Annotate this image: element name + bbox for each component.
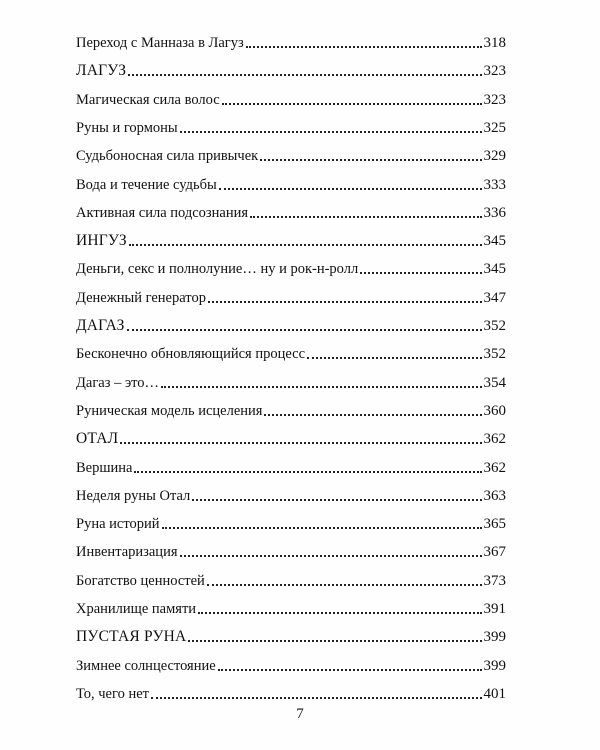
dot-leader (208, 301, 482, 303)
dot-leader (218, 669, 482, 671)
toc-entry-title: ИНГУЗ (76, 232, 127, 250)
dot-leader (360, 272, 481, 274)
dot-leader (260, 159, 481, 161)
toc-entry-page: 323 (483, 63, 506, 80)
dot-leader (222, 103, 482, 105)
toc-entry-title: ДАГАЗ (76, 317, 125, 334)
toc-entry (76, 115, 506, 137)
toc-entry-title: Деньги, секс и полнолуние… ну и рок-н-ролл (76, 261, 359, 278)
toc-entry (76, 341, 506, 363)
dot-leader (161, 386, 481, 388)
toc-entry-title: Богатство ценностей (76, 572, 205, 589)
dot-leader (246, 46, 482, 48)
toc-entry-title: Магическая сила волос (76, 91, 220, 108)
dot-leader (128, 74, 481, 76)
toc-entry-title: Денежный генератор (76, 289, 206, 306)
toc-entry (76, 426, 506, 448)
toc-entry-page: 347 (483, 289, 506, 306)
toc-entry (76, 30, 506, 52)
toc-entry (76, 143, 506, 165)
toc-entry-title: Зимнее солнцестояние (76, 657, 216, 674)
toc-entry (76, 228, 506, 250)
toc-entry (76, 596, 506, 618)
toc-entry (76, 256, 506, 278)
toc-entry-page: 325 (483, 119, 506, 136)
toc-entry-page: 401 (483, 685, 506, 702)
toc-entry-page: 352 (483, 318, 506, 334)
toc-entry (76, 58, 506, 80)
toc-entry-page: 354 (483, 374, 506, 391)
toc-entry-title: Судьбоносная сила привычек (76, 148, 259, 165)
toc-entry-title: ОТАЛ (76, 430, 119, 448)
dot-leader (151, 697, 482, 699)
toc-entry (76, 483, 506, 505)
toc-entry-title: Хранилище памяти (76, 601, 197, 617)
toc-entry-title: Бесконечно обновляющийся процесс (76, 346, 306, 363)
toc-entry (76, 398, 506, 420)
toc-entry-title: ПУСТАЯ РУНА (76, 628, 187, 646)
toc-entry (76, 370, 506, 392)
toc-entry-page: 329 (483, 148, 506, 165)
toc-entry-title: ЛАГУЗ (76, 62, 127, 80)
page-number: 7 (296, 706, 304, 722)
toc-entry-page: 363 (483, 487, 506, 504)
toc-entry (76, 172, 506, 194)
dot-leader (192, 499, 481, 501)
toc-entry-page: 360 (483, 402, 506, 419)
toc-entry (76, 624, 506, 646)
dot-leader (198, 612, 481, 614)
toc-entry-page: 399 (483, 629, 506, 646)
toc-entry-page: 333 (483, 176, 506, 193)
toc-entry-title: Вода и течение судьбы (76, 176, 217, 193)
toc-entry-page: 318 (483, 35, 506, 51)
toc-entry (76, 568, 506, 590)
dot-leader (134, 471, 481, 473)
toc-entry-page: 399 (483, 657, 506, 674)
dot-leader (180, 131, 482, 133)
toc-entry-title: Руническая модель исцеления (76, 402, 263, 419)
dot-leader (180, 555, 482, 557)
toc-entry (76, 200, 506, 222)
toc-entry-title: То, чего нет (76, 685, 149, 702)
toc-entry-title: Руны и гормоны (76, 119, 178, 136)
toc-entry (76, 681, 506, 703)
toc-entry-page: 362 (483, 431, 506, 448)
toc-entry-title: Переход с Манназа в Лагуз (76, 35, 244, 51)
toc-entry-title: Руна историй (76, 516, 160, 533)
dot-leader (188, 640, 481, 642)
dot-leader (264, 414, 481, 416)
dot-leader (219, 188, 482, 190)
dot-leader (307, 357, 481, 359)
toc-entry (76, 539, 506, 561)
toc-entry-page: 345 (483, 261, 506, 278)
toc-entry (76, 313, 506, 335)
toc-entry (76, 455, 506, 477)
dot-leader (162, 527, 482, 529)
dot-leader (129, 244, 482, 246)
toc-entry-page: 362 (483, 459, 506, 476)
toc-entry (76, 653, 506, 675)
toc-entry (76, 511, 506, 533)
dot-leader (120, 442, 481, 444)
toc-entry-page: 345 (483, 233, 506, 250)
toc-entry-page: 373 (483, 572, 506, 589)
toc-entry-page: 336 (483, 204, 506, 221)
toc-entry-page: 352 (483, 346, 506, 363)
toc-entry-title: Неделя руны Отал (76, 487, 191, 504)
dot-leader (250, 216, 481, 218)
toc-entry-title: Дагаз – это… (76, 374, 160, 391)
dot-leader (207, 584, 482, 586)
toc-entry-page: 391 (483, 601, 506, 617)
toc-entry (76, 285, 506, 307)
dot-leader (127, 329, 482, 331)
toc-entry-page: 365 (483, 516, 506, 533)
toc-entry-title: Вершина (76, 459, 133, 476)
toc-entry (76, 87, 506, 109)
toc-entry-page: 323 (483, 91, 506, 108)
toc-entry-page: 367 (483, 544, 506, 561)
toc-entry-title: Инвентаризация (76, 544, 178, 561)
toc-entry-title: Активная сила подсознания (76, 204, 249, 221)
